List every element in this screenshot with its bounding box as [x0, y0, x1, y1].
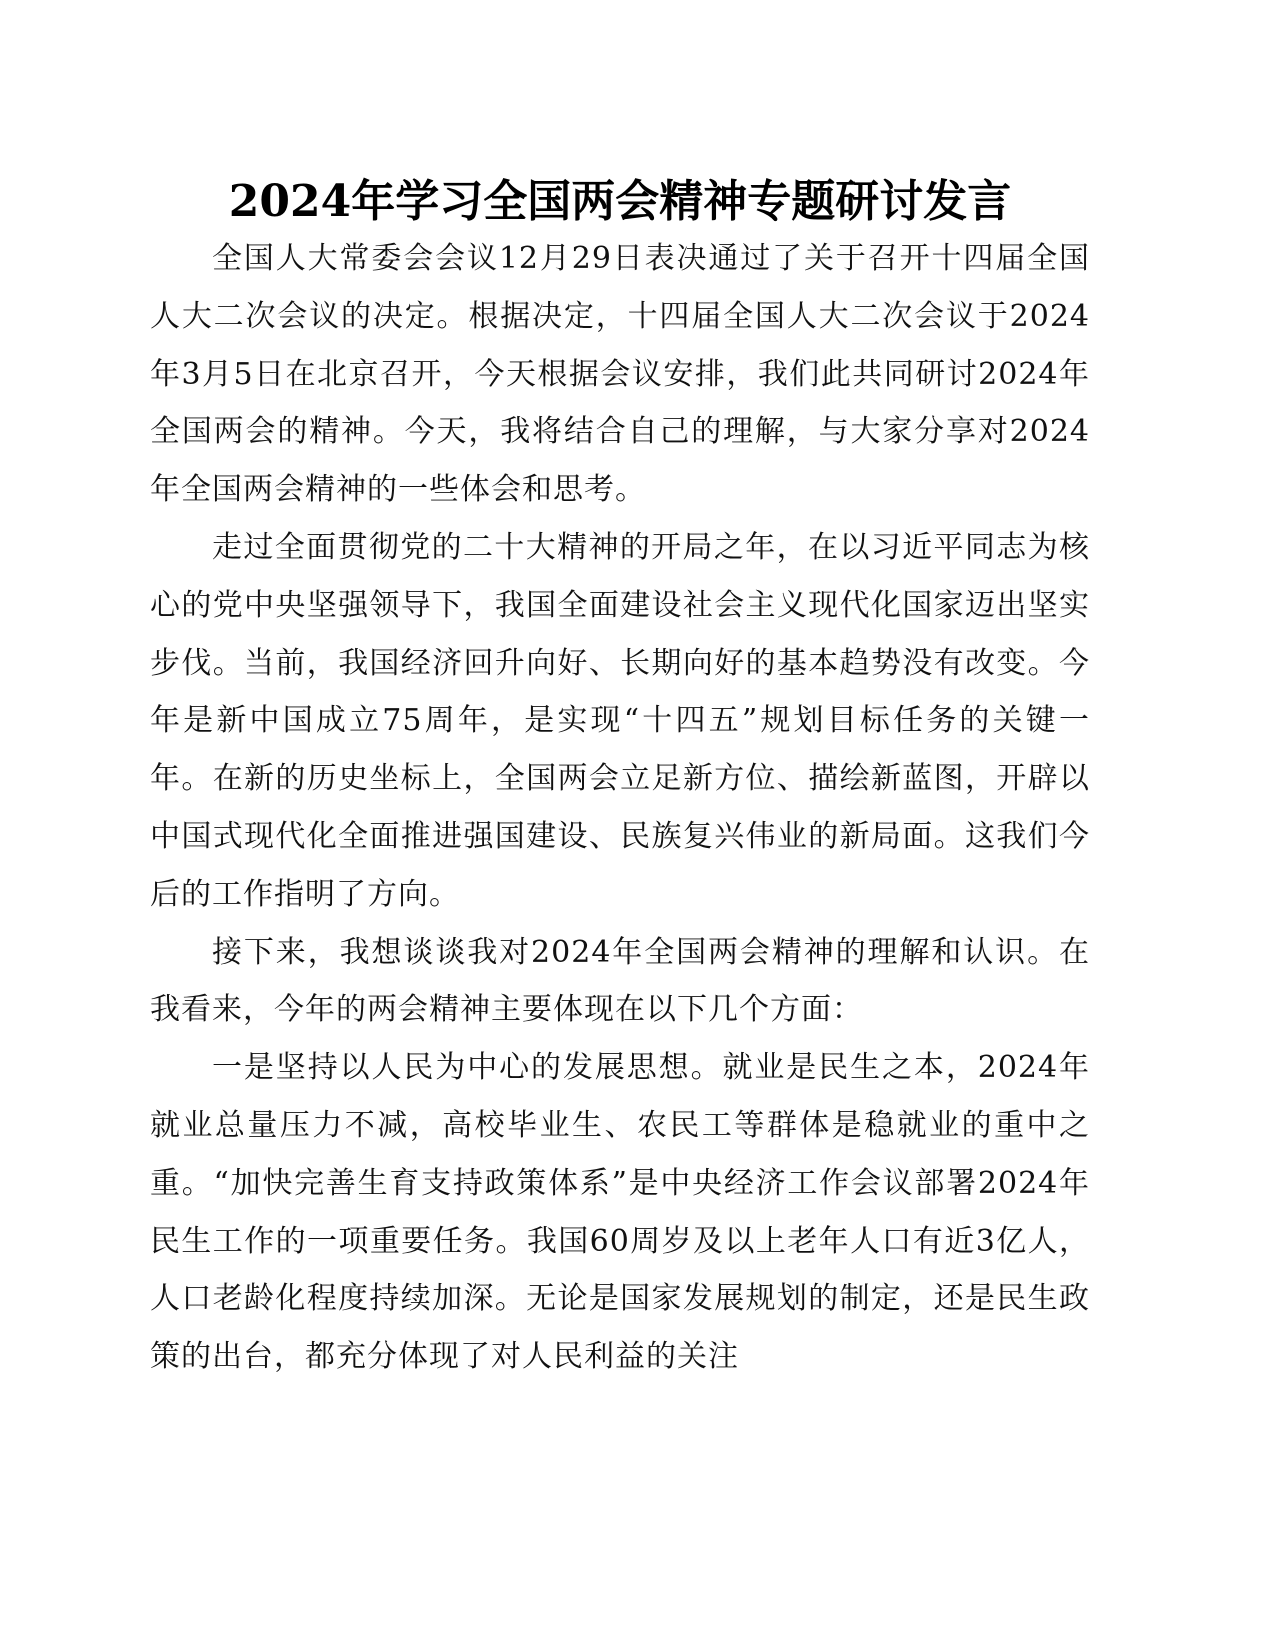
document-title: 2024年学习全国两会精神专题研讨发言 — [228, 176, 1012, 227]
paragraph-2: 走过全面贯彻党的二十大精神的开局之年，在以习近平同志为核心的党中央坚强领导下，我国全面建设社会主义现代化国家迈出坚实步伐。当前，我国经济回升向好、长期向好的基本趋势没有改变。今年是新中国成立75周年，是实现“十四五”规划目标任务的关键一年。在新的历史坐标上，全国两会立足新方位、描绘新蓝图，开辟以中国式现代化全面推进强国建设、民族复兴伟业的新局面。这我们今后的工作指明了方向。 — [150, 529, 1090, 912]
document-body — [150, 230, 1090, 1386]
paragraph-4: 一是坚持以人民为中心的发展思想。就业是民生之本，2024年就业总量压力不减，高校毕业生、农民工等群体是稳就业的重中之重。“加快完善生育支持政策体系”是中央经济工作会议部署2024年民生工作的一项重要任务。我国60周岁及以上老年人口有近3亿人，人口老龄化程度持续加深。无论是国家发展规划的制定，还是民生政策的出台，都充分体现了对人民利益的关注 — [150, 1050, 1090, 1375]
paragraph-3: 接下来，我想谈谈我对2024年全国两会精神的理解和认识。在我看来，今年的两会精神主要体现在以下几个方面： — [150, 934, 1090, 1028]
paragraph-1: 全国人大常委会会议12月29日表决通过了关于召开十四届全国人大二次会议的决定。根据决定，十四届全国人大二次会议于2024年3月5日在北京召开，今天根据会议安排，我们此共同研讨2024年全国两会的精神。今天，我将结合自己的理解，与大家分享对2024年全国两会精神的一些体会和思考。 — [150, 241, 1090, 508]
